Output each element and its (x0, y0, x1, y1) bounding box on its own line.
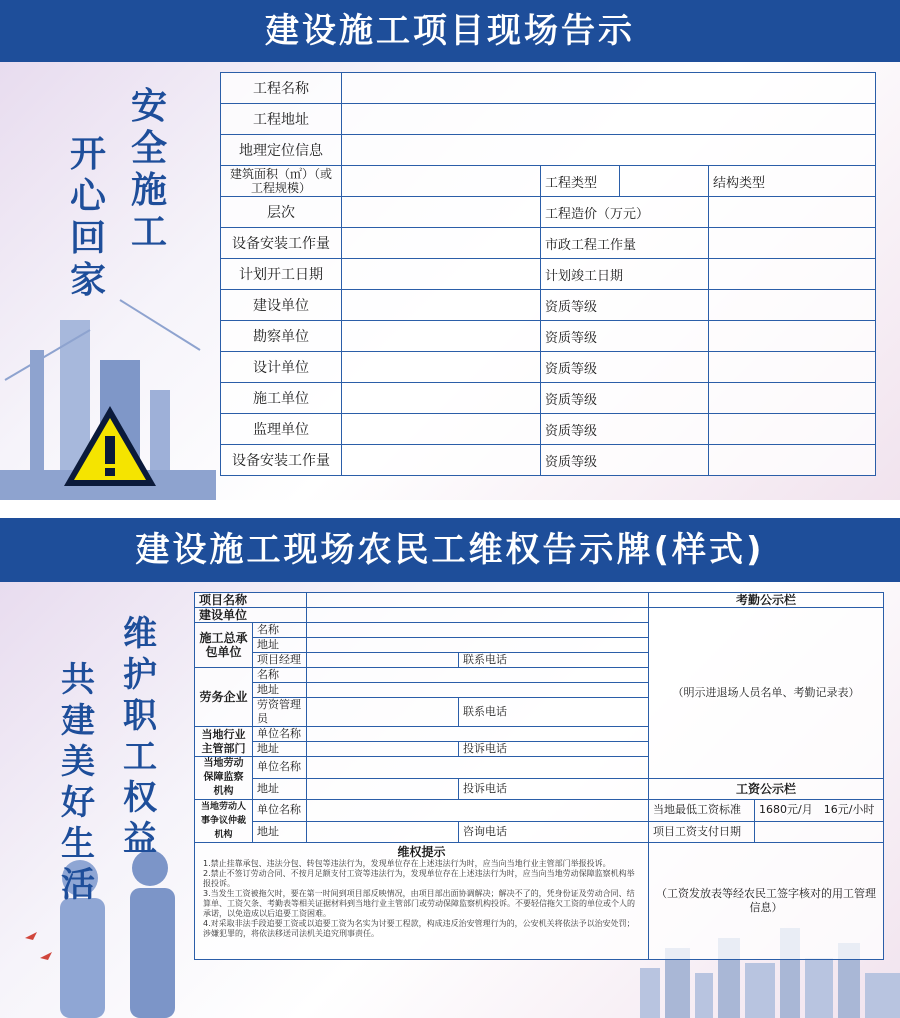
cell-label: 当地最低工资标准 (649, 800, 755, 822)
cell-label: 计划开工日期 (221, 259, 342, 290)
input-cell[interactable] (307, 698, 459, 727)
cell-label: 地址 (253, 742, 307, 757)
input-cell[interactable] (342, 445, 541, 476)
cell-label: 地址 (253, 821, 307, 843)
table-row (221, 414, 876, 445)
cell-label: 当地行业主管部门 (195, 727, 253, 757)
table-row (221, 73, 876, 104)
table-row (195, 593, 884, 608)
min-wage-value: 1680元/月 16元/小时 (755, 800, 884, 822)
cell-label: 投诉电话 (459, 778, 649, 800)
table-row (221, 135, 876, 166)
cell-label: 当地劳动人事争议仲裁机构 (195, 800, 253, 843)
table-row (195, 778, 884, 800)
input-cell[interactable] (709, 383, 876, 414)
input-cell[interactable] (342, 166, 541, 197)
table-row (221, 197, 876, 228)
project-info-table (220, 72, 876, 476)
cell-label: 工程地址 (221, 104, 342, 135)
input-cell[interactable] (307, 653, 459, 668)
cell-label: 单位名称 (253, 757, 307, 779)
input-cell[interactable] (342, 383, 541, 414)
cell-label: 市政工程工作量 (541, 228, 709, 259)
table-row (221, 166, 876, 197)
cell-label: 结构类型 (709, 166, 876, 197)
slogan-better-life: 共建美好生活 (61, 660, 95, 905)
attendance-note: （明示进退场人员名单、考勤记录表） (649, 608, 884, 779)
input-cell[interactable] (342, 104, 876, 135)
input-cell[interactable] (709, 290, 876, 321)
table-row (221, 383, 876, 414)
wage-note: （工资发放表等经农民工签字核对的用工管理信息） (649, 843, 884, 960)
wage-title: 工资公示栏 (649, 778, 884, 800)
cell-label: 建设单位 (221, 290, 342, 321)
cell-label: 施工单位 (221, 383, 342, 414)
input-cell[interactable] (709, 321, 876, 352)
table-row (195, 821, 884, 843)
cell-label: 咨询电话 (459, 821, 649, 843)
input-cell[interactable] (307, 727, 649, 742)
cell-label: 联系电话 (459, 698, 649, 727)
input-cell[interactable] (755, 821, 884, 843)
cell-label: 勘察单位 (221, 321, 342, 352)
input-cell[interactable] (307, 742, 459, 757)
cell-label: 设备安装工作量 (221, 228, 342, 259)
table-row (195, 800, 884, 822)
rights-tip-item: 1.禁止挂靠承包、违法分包、转包等违法行为，发现单位存在上述违法行为时，应当向当地行业主管部门举报投诉。 (203, 859, 611, 868)
input-cell[interactable] (342, 321, 541, 352)
cell-label: 投诉电话 (459, 742, 649, 757)
cell-label: 地址 (253, 638, 307, 653)
input-cell[interactable] (620, 166, 709, 197)
table-row (221, 445, 876, 476)
rights-tips-title: 维权提示 (397, 845, 446, 859)
table-row (221, 321, 876, 352)
input-cell[interactable] (709, 445, 876, 476)
cell-label: 建设单位 (195, 608, 307, 623)
input-cell[interactable] (307, 638, 649, 653)
input-cell[interactable] (709, 414, 876, 445)
cell-label: 劳资管理员 (253, 698, 307, 727)
cell-label: 施工总承包单位 (195, 623, 253, 668)
table-row (221, 259, 876, 290)
cell-label: 监理单位 (221, 414, 342, 445)
table-row (221, 352, 876, 383)
cell-label: 单位名称 (253, 800, 307, 822)
cell-label: 计划竣工日期 (541, 259, 709, 290)
cell-label: 当地劳动保障监察机构 (195, 757, 253, 800)
input-cell[interactable] (307, 593, 649, 608)
cell-label: 资质等级 (541, 445, 709, 476)
slogan-protect-rights: 维护职工权益 (123, 614, 157, 859)
input-cell[interactable] (307, 778, 459, 800)
rights-tips-cell (195, 843, 649, 960)
cell-label: 资质等级 (541, 352, 709, 383)
cell-label: 联系电话 (459, 653, 649, 668)
input-cell[interactable] (709, 197, 876, 228)
board-title: 建设施工现场农民工维权告示牌(样式) (0, 518, 900, 582)
input-cell[interactable] (342, 414, 541, 445)
input-cell[interactable] (342, 135, 876, 166)
cell-label: 设备安装工作量 (221, 445, 342, 476)
input-cell[interactable] (709, 228, 876, 259)
cell-label: 设计单位 (221, 352, 342, 383)
cell-label: 项目经理 (253, 653, 307, 668)
input-cell[interactable] (709, 352, 876, 383)
cell-label: 建筑面积（㎡）（或工程规模） (221, 166, 342, 197)
input-cell[interactable] (307, 668, 649, 683)
cell-label: 资质等级 (541, 383, 709, 414)
rights-tip-item: 2.禁止不签订劳动合同、不按月足额支付工资等违法行为，发现单位存在上述违法行为时，应当向当地劳动保障监察机构举报投诉。 (203, 869, 635, 888)
input-cell[interactable] (307, 821, 459, 843)
input-cell[interactable] (342, 290, 541, 321)
table-row (195, 843, 884, 960)
cell-label: 工程类型 (541, 166, 620, 197)
attendance-title: 考勤公示栏 (649, 593, 884, 608)
warning-sign-icon (60, 402, 160, 490)
cell-label: 工程造价（万元） (541, 197, 709, 228)
slogan-safe-construction: 安全施工 (130, 86, 167, 253)
table-row (221, 104, 876, 135)
rights-tip-item: 4.对采取非法手段追要工资或以追要工资为名实为讨要工程款，构成违反治安管理行为的，公安机关将依法予以治安处罚；涉嫌犯罪的，将依法移送司法机关追究刑事责任。 (203, 919, 635, 938)
cell-label: 工程名称 (221, 73, 342, 104)
cell-label: 地理定位信息 (221, 135, 342, 166)
table-row (195, 608, 884, 623)
cell-label: 地址 (253, 778, 307, 800)
slogan-happy-home: 开心回家 (69, 134, 106, 301)
input-cell[interactable] (342, 197, 541, 228)
cell-label: 地址 (253, 683, 307, 698)
table-row (221, 290, 876, 321)
cell-label: 名称 (253, 668, 307, 683)
input-cell[interactable] (307, 608, 649, 623)
cell-label: 项目工资支付日期 (649, 821, 755, 843)
table-row (221, 228, 876, 259)
cell-label: 名称 (253, 623, 307, 638)
worker-rights-board (0, 518, 900, 1018)
workers-illustration (20, 818, 195, 1018)
worker-rights-table (194, 592, 884, 960)
cell-label: 层次 (221, 197, 342, 228)
cell-label: 劳务企业 (195, 668, 253, 727)
cell-label: 单位名称 (253, 727, 307, 742)
cell-label: 资质等级 (541, 290, 709, 321)
board-title: 建设施工项目现场告示 (0, 0, 900, 62)
project-notice-board (0, 0, 900, 500)
cell-label: 项目名称 (195, 593, 307, 608)
input-cell[interactable] (342, 228, 541, 259)
input-cell[interactable] (342, 352, 541, 383)
input-cell[interactable] (307, 800, 649, 822)
cell-label: 资质等级 (541, 321, 709, 352)
rights-tip-item: 3.当发生工资被拖欠时，要在第一时间到项目部反映情况，由项目部出面协调解决；解决不了的，凭身份证及劳动合同、结算单、工资欠条、考勤表等相关证据材料到当地行业主管部门或劳动保障监察机构投诉。不要轻信拖欠工资的单位或个人的承诺，以免造成以后追要工资困难。 (203, 889, 635, 918)
input-cell[interactable] (307, 757, 649, 779)
input-cell[interactable] (307, 683, 649, 698)
input-cell[interactable] (709, 259, 876, 290)
input-cell[interactable] (342, 73, 876, 104)
input-cell[interactable] (342, 259, 541, 290)
cell-label: 资质等级 (541, 414, 709, 445)
input-cell[interactable] (307, 623, 649, 638)
